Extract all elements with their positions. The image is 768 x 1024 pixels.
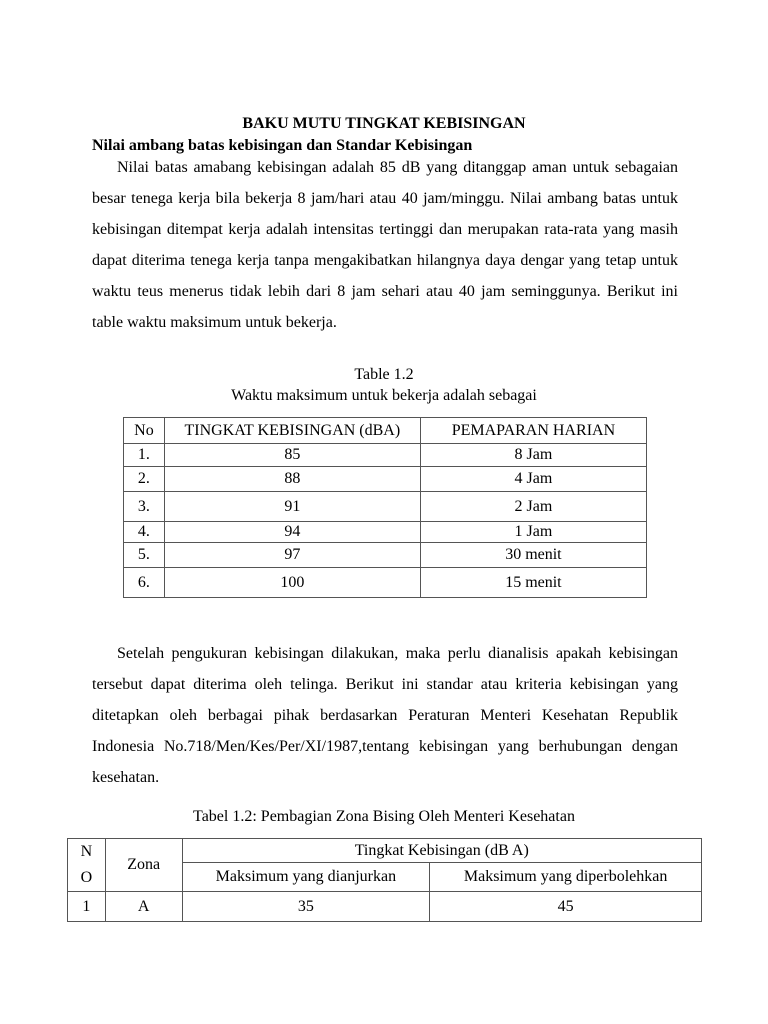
exposure-time-table: [123, 417, 647, 598]
cell-no: 2.: [124, 467, 165, 492]
cell-daily-exposure: 2 Jam: [420, 492, 646, 522]
cell-no: 3.: [124, 492, 165, 522]
table1-label: Table 1.2: [354, 366, 414, 383]
table-row: [124, 543, 647, 568]
header-no-top: N: [80, 843, 93, 860]
cell-daily-exposure: 4 Jam: [420, 467, 646, 492]
column-header-noise-level: TINGKAT KEBISINGAN (dBA): [164, 418, 420, 444]
column-header-recommended-max: Maksimum yang dianjurkan: [182, 863, 430, 892]
table-row: [68, 892, 702, 922]
column-header-noise-level-group: Tingkat Kebisingan (dB A): [182, 839, 702, 863]
cell-noise-level: 100: [164, 568, 420, 598]
table1-caption: Waktu maksimum untuk bekerja adalah sebagai: [231, 387, 537, 404]
column-header-no: No: [124, 418, 165, 444]
table-row: [124, 492, 647, 522]
cell-no: 1.: [124, 444, 165, 467]
cell-daily-exposure: 1 Jam: [420, 522, 646, 543]
table-header-row: [68, 839, 702, 863]
cell-noise-level: 94: [164, 522, 420, 543]
standards-paragraph: Setelah pengukuran kebisingan dilakukan, maka perlu dianalisis apakah kebisingan tersebut dapat diterima oleh telinga. Berikut ini standar atau kriteria kebisingan yang ditetapkan oleh berbagai pihak berdasarkan Peraturan Menteri Kesehatan Republik Indonesia No.718/Men/Kes/Per/XI/1987,tentang kebisingan yang berhubungan dengan kesehatan.: [92, 645, 678, 786]
cell-daily-exposure: 15 menit: [420, 568, 646, 598]
column-header-allowed-max: Maksimum yang diperbolehkan: [430, 863, 702, 892]
section-subtitle: Nilai ambang batas kebisingan dan Standar Kebisingan: [92, 137, 473, 154]
column-header-zone: Zona: [105, 839, 182, 892]
document-title: BAKU MUTU TINGKAT KEBISINGAN: [242, 115, 526, 132]
cell-zone: A: [105, 892, 182, 922]
cell-no: 6.: [124, 568, 165, 598]
header-no-bottom: O: [80, 869, 93, 886]
column-header-daily-exposure: PEMAPARAN HARIAN: [420, 418, 646, 444]
cell-no: 5.: [124, 543, 165, 568]
cell-noise-level: 88: [164, 467, 420, 492]
cell-noise-level: 85: [164, 444, 420, 467]
table2-caption: Tabel 1.2: Pembagian Zona Bising Oleh Menteri Kesehatan: [193, 808, 575, 825]
cell-no: 4.: [124, 522, 165, 543]
noise-zone-table: [67, 838, 702, 922]
cell-allowed-max: 45: [430, 892, 702, 922]
column-header-no: [68, 839, 106, 892]
cell-noise-level: 97: [164, 543, 420, 568]
table-row: [124, 522, 647, 543]
table-row: [124, 444, 647, 467]
cell-noise-level: 91: [164, 492, 420, 522]
cell-no: 1: [68, 892, 106, 922]
table-row: [124, 568, 647, 598]
cell-daily-exposure: 30 menit: [420, 543, 646, 568]
intro-paragraph: Nilai batas amabang kebisingan adalah 85 dB yang ditanggap aman untuk sebagaian besar tenega kerja bila bekerja 8 jam/hari atau 40 jam/minggu. Nilai ambang batas untuk kebisingan ditempat kerja adalah intensitas tertinggi dan merupakan rata-rata yang masih dapat diterima tenega kerja tanpa mengakibatkan hilangnya daya dengar yang tetap untuk waktu teus menerus tidak lebih dari 8 jam sehari atau 40 jam seminggunya. Berikut ini table waktu maksimum untuk bekerja.: [92, 159, 678, 331]
cell-recommended-max: 35: [182, 892, 430, 922]
table-header-row: [124, 418, 647, 444]
cell-daily-exposure: 8 Jam: [420, 444, 646, 467]
table-row: [124, 467, 647, 492]
